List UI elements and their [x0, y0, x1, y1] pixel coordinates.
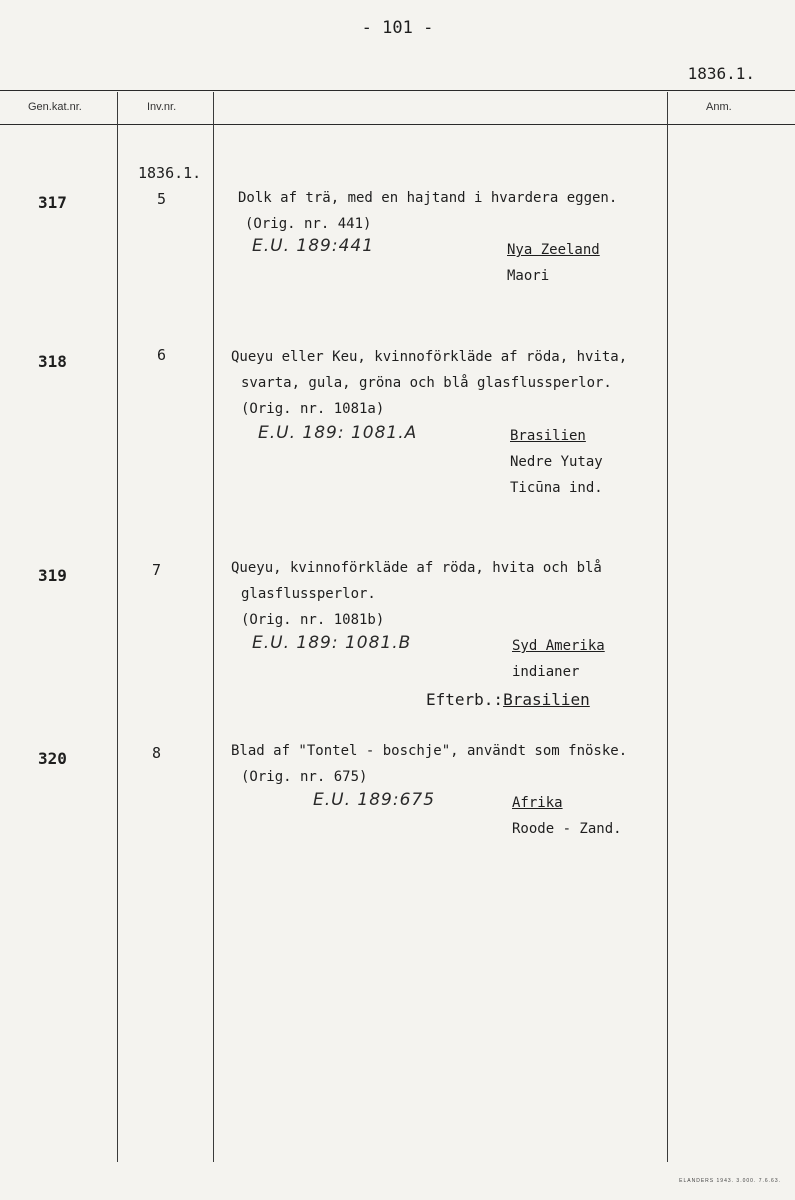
- region-name: Roode - Zand.: [512, 821, 622, 837]
- description-line: glasflussperlor.: [241, 586, 376, 602]
- inventory-number: 5: [157, 190, 167, 208]
- handwritten-ref: E.U. 189:675: [313, 790, 436, 810]
- place-name: Syd Amerika: [512, 638, 605, 654]
- description-line: Blad af "Tontel - boschje", användt som fnöske.: [231, 743, 628, 759]
- handwritten-ref: E.U. 189: 1081.B: [252, 633, 412, 653]
- header-bottom-rule: [0, 124, 795, 125]
- printer-mark: ELANDERS 1943. 3.000. 7.6.63.: [679, 1178, 781, 1184]
- section-accession-label: 1836.1.: [138, 164, 202, 182]
- orig-number-line: (Orig. nr. 1081b): [241, 612, 385, 628]
- catalog-number: 319: [38, 566, 67, 585]
- column-header-anm: Anm.: [706, 101, 732, 113]
- place-name: Afrika: [512, 795, 563, 811]
- people-name: Ticūna ind.: [510, 480, 603, 496]
- place-name: Brasilien: [510, 428, 586, 444]
- catalog-number: 318: [38, 352, 67, 371]
- efterb-place: Brasilien: [503, 690, 590, 709]
- inventory-number: 6: [157, 346, 167, 364]
- page-number: - 101 -: [361, 18, 434, 38]
- people-name: indianer: [512, 664, 580, 680]
- column-divider-3: [667, 92, 668, 1162]
- place-name: Nya Zeeland: [507, 242, 600, 258]
- inventory-number: 7: [152, 561, 162, 579]
- column-header-gen-kat: Gen.kat.nr.: [28, 101, 82, 113]
- efterb-line: [426, 690, 590, 709]
- inventory-number: 8: [152, 744, 162, 762]
- description-line: Queyu eller Keu, kvinnoförkläde af röda, hvita,: [231, 349, 628, 365]
- description-line: Dolk af trä, med en hajtand i hvardera eggen.: [238, 190, 618, 206]
- description-line: Queyu, kvinnoförkläde af röda, hvita och blå: [231, 560, 602, 576]
- column-divider-1: [117, 92, 118, 1162]
- column-divider-2: [213, 92, 214, 1162]
- header-accession-ref: 1836.1.: [687, 64, 755, 83]
- handwritten-ref: E.U. 189:441: [252, 236, 375, 256]
- catalog-number: 317: [38, 193, 67, 212]
- efterb-label: Efterb.:: [426, 690, 504, 709]
- orig-number-line: (Orig. nr. 441): [245, 216, 372, 232]
- header-top-rule: [0, 90, 795, 91]
- catalog-number: 320: [38, 749, 67, 768]
- handwritten-ref: E.U. 189: 1081.A: [258, 423, 418, 443]
- region-name: Nedre Yutay: [510, 454, 603, 470]
- description-line: svarta, gula, gröna och blå glasflussperlor.: [241, 375, 612, 391]
- people-name: Maori: [507, 268, 550, 284]
- column-header-inv: Inv.nr.: [147, 101, 177, 113]
- orig-number-line: (Orig. nr. 1081a): [241, 401, 385, 417]
- orig-number-line: (Orig. nr. 675): [241, 769, 368, 785]
